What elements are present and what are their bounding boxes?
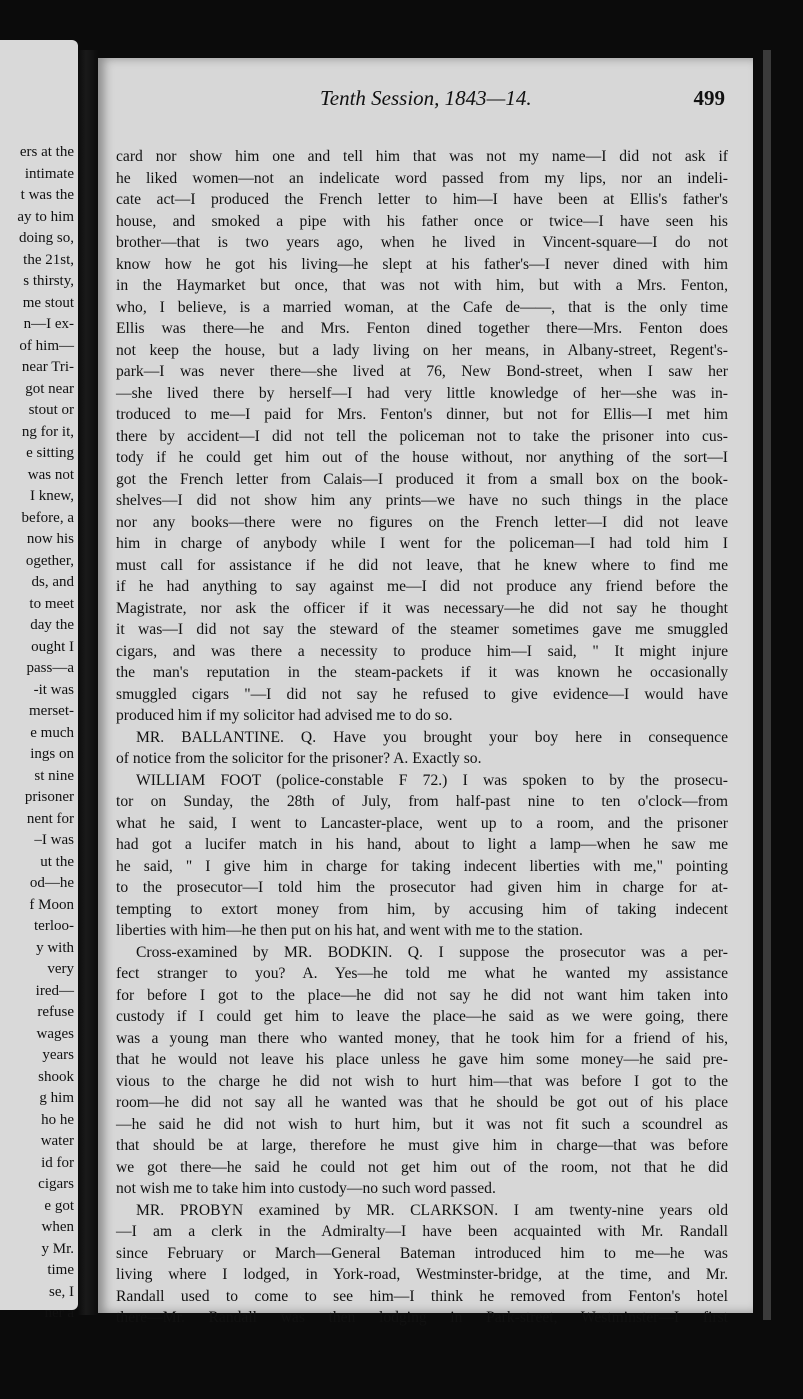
left-page-line: water [40, 1133, 74, 1149]
left-page-line: day the [30, 617, 74, 633]
text-line: liberties with him—he then put on his hat, and went with me to the station. [116, 922, 583, 939]
text-line: shelves—I did not show him any prints—we have no such things in the place [116, 492, 728, 509]
text-line: cate act—I produced the French letter to him—I have been at Ellis's father's [116, 191, 728, 208]
left-page-line: nent for [26, 810, 74, 827]
left-page-line: me stout [22, 294, 74, 311]
text-line: who, I believe, is a married woman, at the Cafe de——, that is the only time [116, 298, 728, 316]
left-page-line: terloo- [34, 918, 74, 934]
left-page-line: to meet [29, 595, 74, 612]
left-page-line: shook [38, 1068, 74, 1085]
text-line: he liked women—not an indelicate word passed from my lips, nor an indeli- [116, 169, 728, 187]
left-page-line: now his [26, 531, 74, 547]
text-line: in the Haymarket but once, that was not with him, but with a Mrs. Fenton, [116, 277, 728, 294]
left-page-line: ogether, [25, 552, 74, 569]
left-page-line: prisoner [24, 789, 74, 805]
text-line: that should be at large, therefore he must give him in charge—that was before [116, 1137, 728, 1154]
text-line: the man's reputation in the steam-packets if it was known he occasionally [116, 664, 728, 681]
text-line: tempting to extort money from him, by accusing him of taking indecent [116, 900, 728, 918]
left-page-line: of him— [19, 337, 74, 354]
text-line: troduced to me—I paid for Mrs. Fenton's dinner, but not for Ellis—I met him [116, 406, 728, 423]
text-line: there—Mr. Randall was then lodging in Park-street, Westminster—I first [116, 1309, 728, 1326]
text-line: —he said he did not wish to hurt him, but it was not fit such a scoundrel as [116, 1115, 728, 1133]
text-line: MR. PROBYN examined by MR. CLARKSON. I am twenty-nine years old [136, 1201, 728, 1219]
left-page-line: doing so, [18, 230, 74, 246]
left-page-line: ho he [41, 1111, 74, 1128]
left-page-line: e sitting [26, 445, 74, 461]
left-page-line: s thirsty, [23, 273, 74, 289]
text-line: living where I lodged, in York-road, Westminster-bridge, at the time, and Mr. [116, 1266, 728, 1283]
text-line: WILLIAM FOOT (police-constable F 72.) I was spoken to by the prosecu- [136, 771, 728, 789]
left-page-line: near Tri- [21, 359, 74, 375]
left-page-line: st nine [34, 767, 74, 784]
page-edge-bar [763, 50, 771, 1320]
right-page [98, 58, 753, 1326]
left-page-line: y Mr. [41, 1240, 74, 1257]
left-page-fragment [0, 40, 78, 1321]
text-line: that he would not leave his place unless he gave him some money—he said pre- [116, 1051, 728, 1068]
text-line: got the French letter from Calais—I produced it from a small box on the book- [116, 470, 728, 488]
left-page-line: before, a [21, 509, 74, 526]
left-page-line: time [47, 1262, 74, 1278]
text-line: park—I was never there—she lived at 76, New Bond-street, when I saw her [116, 363, 728, 380]
text-line: room—he did not say all he wanted was that he should be got out of his place [116, 1094, 728, 1111]
left-page-line: se, I [49, 1283, 74, 1300]
text-line: know how he got his living—he slept at his father's—I never dined with him [116, 255, 728, 273]
text-line: we got there—he said he could not get him out of the room, not that he did [116, 1158, 728, 1176]
text-line: Cross-examined by MR. BODKIN. Q. I suppose the prosecutor was a per- [136, 943, 728, 961]
left-page-line: the 21st, [23, 251, 74, 268]
text-line: Magistrate, nor ask the officer if it was necessary—he did not say he thought [116, 599, 728, 617]
left-page-text [17, 142, 74, 1325]
text-line: vious to the charge he did not wish to hurt him—that was before I got to the [116, 1072, 728, 1090]
left-page-line: ay to him [17, 208, 74, 225]
left-page-line: ought I [31, 638, 74, 655]
text-line: of notice from the solicitor for the prisoner? A. Exactly so. [116, 750, 482, 767]
text-line: tor on Sunday, the 28th of July, from half-past nine to ten o'clock—from [116, 793, 728, 810]
text-line: card nor show him one and tell him that was not my name—I did not ask if [116, 148, 728, 165]
left-page-line: refuse [37, 1004, 74, 1020]
left-page-line: e much [30, 724, 74, 741]
left-page-line: t was the [20, 187, 74, 203]
left-page-line: stout or [28, 402, 74, 418]
text-line: what he said, I went to Lancaster-place, went up to a room, and the prisoner [116, 814, 728, 832]
text-line: Ellis was there—he and Mrs. Fenton dined together there—Mrs. Fenton does [116, 320, 728, 337]
text-line: if he had anything to say against me—I did not produce any friend before the [116, 578, 728, 595]
text-line: smuggled cigars "—I did not say he refused to give evidence—I would have [116, 685, 728, 703]
left-page-line: merset- [29, 703, 74, 719]
text-line: there by accident—I did not tell the policeman not to take the prisoner into cus- [116, 427, 728, 445]
text-line: him in charge of anybody while I went for the policeman—I had told him I [116, 535, 728, 552]
text-line: not wish me to take him into custody—no such word passed. [116, 1180, 496, 1197]
text-line: MR. BALLANTINE. Q. Have you brought your boy here in consequence [136, 728, 728, 746]
body-text [116, 146, 728, 1329]
text-line: was a young man there who wanted money, that he took him for a friend of his, [116, 1029, 728, 1047]
left-page-line: ired— [35, 982, 74, 999]
text-line: had got a lucifer match in his hand, about to light a lamp—when he saw me [116, 836, 728, 853]
left-page-line: years [42, 1047, 74, 1063]
left-page-line: f Moon [29, 896, 74, 913]
left-page-line: was not [27, 466, 74, 483]
left-page-line: id for [41, 1154, 74, 1171]
text-line: fect stranger to you? A. Yes—he told me what he wanted my assistance [116, 965, 728, 982]
left-page-line: when [41, 1219, 74, 1235]
page-header [98, 86, 753, 116]
left-page-line: pass—a [26, 660, 74, 676]
left-page-line: e got [44, 1197, 74, 1214]
text-line: it was—I did not say the steward of the steamer sometimes gave me smuggled [116, 621, 728, 638]
text-line: —she lived there by herself—I had very little knowledge of her—she was in- [116, 384, 728, 402]
page-edge-shadow [753, 50, 803, 1320]
left-page-line: got near [25, 380, 74, 397]
left-page-line: intimate [24, 165, 74, 182]
book-gutter [78, 50, 98, 1315]
text-line: —I am a clerk in the Admiralty—I have been acquainted with Mr. Randall [116, 1223, 728, 1240]
left-page-line: ng for it, [21, 423, 74, 440]
running-head: Tenth Session, 1843—14. [320, 86, 532, 110]
text-line: produced him if my solicitor had advised me to do so. [116, 707, 453, 724]
page-number: 499 [693, 86, 725, 110]
text-line: since February or March—General Bateman introduced him to me—he was [116, 1244, 728, 1262]
text-line: to the prosecutor—I told him the prosecutor had given him in charge for at- [116, 879, 728, 896]
left-page-line: very [47, 961, 74, 977]
left-page-line: I knew, [29, 488, 74, 504]
left-page-line: g him [39, 1090, 74, 1106]
left-page-line: od—he [29, 875, 74, 891]
left-page-line: cigars [38, 1176, 74, 1192]
text-line: brother—that is two years ago, when he lived in Vincent-square—I do not [116, 234, 728, 251]
left-page-line: wages [36, 1025, 74, 1042]
left-page-line: n—I ex- [23, 316, 74, 332]
text-line: house, and smoked a pipe with his father once or twice—I have seen his [116, 212, 728, 230]
text-line: must call for assistance if he did not leave, that he knew where to find me [116, 556, 728, 574]
text-line: for before I got to the place—he did not say he did not want him taken into [116, 986, 728, 1004]
left-page-line: -it was [33, 681, 74, 698]
left-page-line: ds, and [31, 574, 74, 590]
text-line: cigars, and was there a necessity to produce him—I said, " It might injure [116, 642, 728, 660]
text-line: Randall used to come to see him—I think he removed from Fenton's hotel [116, 1287, 728, 1305]
text-line: not keep the house, but a lady living on her means, in Albany-street, Regent's- [116, 341, 728, 359]
text-line: custody if I could get him to leave the place—he said as we were going, there [116, 1008, 728, 1025]
left-page-line: y with [36, 939, 74, 956]
text-line: he said, " I give him in charge for taking indecent liberties with me," pointing [116, 857, 728, 875]
left-page-line: ut the [40, 853, 74, 870]
left-page-line: ings on [30, 746, 74, 762]
left-page-line: ers at the [19, 144, 74, 160]
text-line: nor any books—there were no figures on the French letter—I did not leave [116, 513, 728, 531]
left-page-line: –I was [34, 832, 74, 848]
text-line: tody if he could get him out of the house without, nor anything of the sort—I [116, 449, 728, 466]
left-page-line: ner a [44, 1305, 74, 1321]
